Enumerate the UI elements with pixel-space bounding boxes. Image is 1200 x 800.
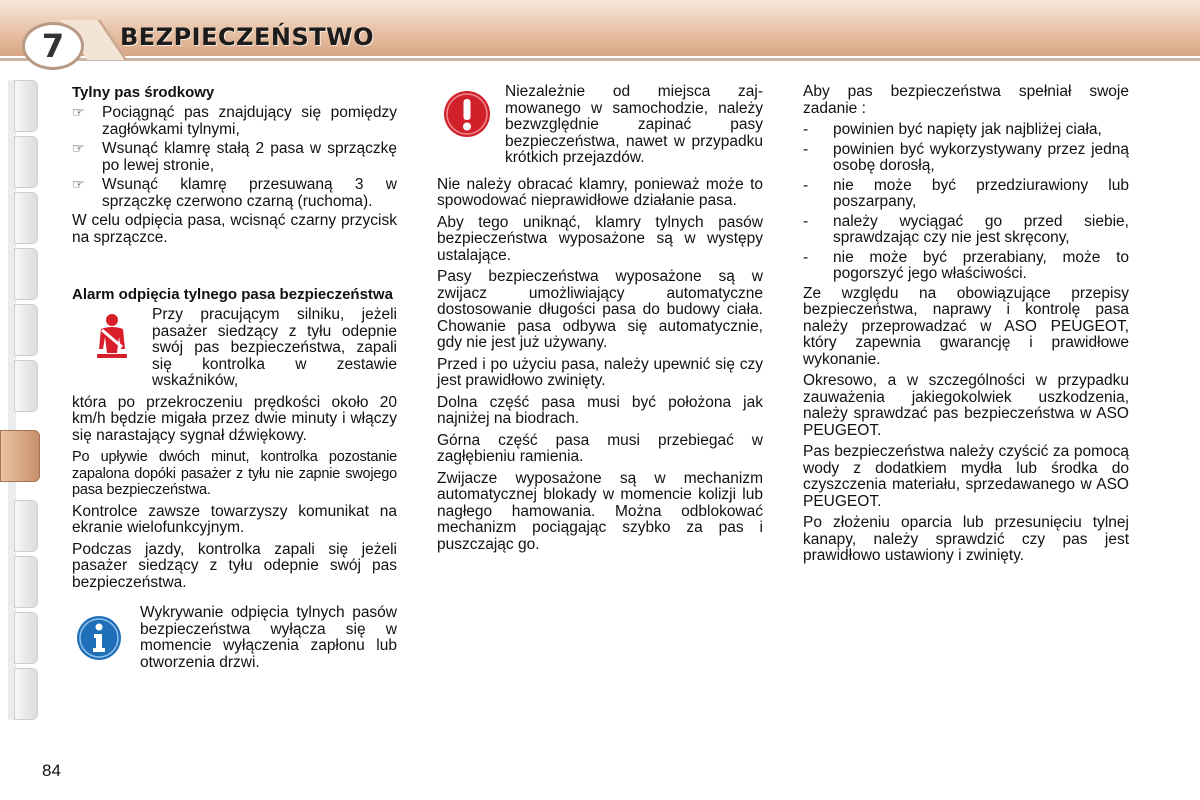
side-tab bbox=[14, 304, 38, 356]
bullet-text: Wsunąć klamrę stałą 2 pasa w sprzączkę po lewej stronie, bbox=[102, 140, 397, 174]
paragraph: Aby tego uniknąć, klamry tylnych pasów bezpieczeństwa wyposażone są w występy ustalające. bbox=[437, 213, 763, 264]
side-tab bbox=[14, 136, 38, 188]
dash-list-item bbox=[803, 122, 1129, 139]
info-text: Wykrywanie odpięcia tylnych pasów bezpieczeństwa wyłącza się w momencie wyłączenia zapłonu lub otworzenia drzwi. bbox=[140, 604, 397, 671]
pointing-hand-icon: ☞ bbox=[72, 105, 85, 121]
dash-list-item bbox=[803, 250, 1129, 283]
exclamation-warning-icon bbox=[437, 84, 505, 172]
section-heading: Alarm odpięcia tylnego pasa bezpieczeństwa bbox=[72, 286, 393, 303]
section-heading: Tylny pas środkowy bbox=[72, 84, 215, 101]
paragraph: Pas bezpieczeństwa należy czyścić za pomocą wody z dodatkiem mydła lub środka do czyszczenia materiału, sprzedawanego w ASO PEUGEOT. bbox=[803, 443, 1129, 510]
dash-list-item bbox=[803, 142, 1129, 175]
info-block bbox=[72, 605, 397, 676]
paragraph: Nie należy obracać klamry, ponieważ może to spowodować nieprawidłowe działanie pasa. bbox=[437, 175, 763, 209]
dash-marker: - bbox=[803, 248, 809, 266]
side-chapter-tabs bbox=[0, 80, 42, 720]
warning-text: Niezależnie od miejsca zajmowanego w samochodzie, należy bezwzględnie zapinać pasy bezpieczeństwa, nawet w przypadku krótkich przejazdów. bbox=[505, 83, 763, 166]
info-icon bbox=[72, 605, 140, 676]
dash-marker: - bbox=[803, 176, 809, 194]
paragraph: Przed i po użyciu pasa, należy upewnić się czy jest prawidłowo zwinięty. bbox=[437, 355, 763, 389]
dash-item-text: powinien być napięty jak najbliżej ciała, bbox=[833, 121, 1102, 138]
dash-marker: - bbox=[803, 212, 809, 230]
alarm-block bbox=[72, 307, 397, 395]
bullet-text: Pociągnąć pas znajdujący się pomiędzy zagłówkami tylnymi, bbox=[102, 104, 397, 138]
bullet-item bbox=[72, 141, 397, 174]
dash-item-text: powinien być wykorzystywany przez jedną osobę dorosłą, bbox=[833, 140, 1129, 174]
chapter-title: BEZPIECZEŃSTWO bbox=[120, 23, 375, 51]
dash-marker: - bbox=[803, 121, 809, 138]
paragraph: Zwijacze wyposażone są w mechanizm automatycznej blokady w momencie kolizji lub nagłego hamowania. Można odblokować mechanizm pociągając szybko za pas i puszczając go. bbox=[437, 469, 763, 553]
paragraph: Aby pas bezpieczeństwa spełniał swoje zadanie : bbox=[803, 83, 1129, 117]
column-2 bbox=[437, 84, 763, 558]
paragraph: Kontrolce zawsze towarzyszy komunikat na ekranie wielofunkcyjnym. bbox=[72, 502, 397, 536]
dash-item-text: nie może być przedziurawiony lub poszarpany, bbox=[833, 176, 1129, 210]
dash-list-item bbox=[803, 214, 1129, 247]
warning-block bbox=[437, 84, 763, 172]
dash-item-text: należy wyciągać go przed siebie, sprawdzając czy nie jest skręcony, bbox=[833, 212, 1129, 246]
side-tab bbox=[14, 248, 38, 300]
side-tab bbox=[14, 500, 38, 552]
page-number: 84 bbox=[42, 761, 61, 780]
paragraph: Dolna część pasa musi być położona jak najniżej na biodrach. bbox=[437, 393, 763, 427]
bullet-text: Wsunąć klamrę przesuwaną 3 w sprzączkę czerwono czarną (ruchoma). bbox=[102, 176, 397, 210]
header-rule bbox=[0, 58, 1200, 61]
paragraph: Okresowo, a w szczególności w przypadku zauważenia jakiegokolwiek uszkodzenia, należy sprawdzać pas bezpieczeństwa w ASO PEUGEOT. bbox=[803, 372, 1129, 439]
chapter-number-badge: 7 bbox=[22, 22, 84, 70]
paragraph: Pasy bezpieczeństwa wyposażone są w zwijacz umożliwiający automatyczne dostosowanie długości pasa do budowy ciała. Chowanie pasa odbywa się automatycznie, gdy nie jest już używany. bbox=[437, 268, 763, 351]
dash-item-text: nie może być przerabiany, może to pogorszyć jego właściwości. bbox=[833, 248, 1129, 282]
side-tab bbox=[14, 556, 38, 608]
side-tab bbox=[14, 192, 38, 244]
side-tab bbox=[14, 360, 38, 412]
column-3 bbox=[803, 84, 1129, 570]
paragraph: która po przekroczeniu prędkości około 20 km/h będzie migała przez dwie minuty i włączy się narastający sygnał dźwiękowy. bbox=[72, 393, 397, 444]
paragraph: Po upływie dwóch minut, kontrolka pozostanie zapalona dopóki pasażer z tyłu nie zapnie swojego pasa bezpieczeństwa. bbox=[72, 449, 397, 498]
bullet-item bbox=[72, 177, 397, 210]
column-1 bbox=[72, 84, 397, 676]
paragraph: Górna część pasa musi przebiegać w zagłębieniu ramienia. bbox=[437, 431, 763, 465]
seatbelt-warning-icon bbox=[72, 307, 152, 395]
paragraph: W celu odpięcia pasa, wcisnąć czarny przycisk na sprzączce. bbox=[72, 212, 397, 246]
pointing-hand-icon: ☞ bbox=[72, 177, 85, 193]
alarm-intro: Przy pracującym silniku, jeżeli pasażer siedzący z tyłu odepnie swój pas bezpieczeństwa, zapali się kontrolka w zestawie wskaźników, bbox=[152, 306, 397, 389]
paragraph: Podczas jazdy, kontrolka zapali się jeżeli pasażer siedzący z tyłu odepnie swój pas bezpieczeństwa. bbox=[72, 540, 397, 591]
pointing-hand-icon: ☞ bbox=[72, 141, 85, 157]
paragraph: Po złożeniu oparcia lub przesunięciu tylnej kanapy, należy sprawdzić czy pas jest prawidłowo ustawiony i zwinięty. bbox=[803, 514, 1129, 564]
side-tab-active bbox=[0, 430, 40, 482]
dash-list-item bbox=[803, 178, 1129, 211]
side-tab bbox=[14, 668, 38, 720]
paragraph: Ze względu na obowiązujące przepisy bezpieczeństwa, naprawy i kontrolę pasa należy przeprowadzać w ASO PEUGEOT, który zapewnia gwarancję i prawidłowe wykonanie. bbox=[803, 284, 1129, 368]
side-tab bbox=[14, 80, 38, 132]
side-tab bbox=[14, 612, 38, 664]
dash-marker: - bbox=[803, 140, 809, 158]
bullet-item bbox=[72, 105, 397, 138]
